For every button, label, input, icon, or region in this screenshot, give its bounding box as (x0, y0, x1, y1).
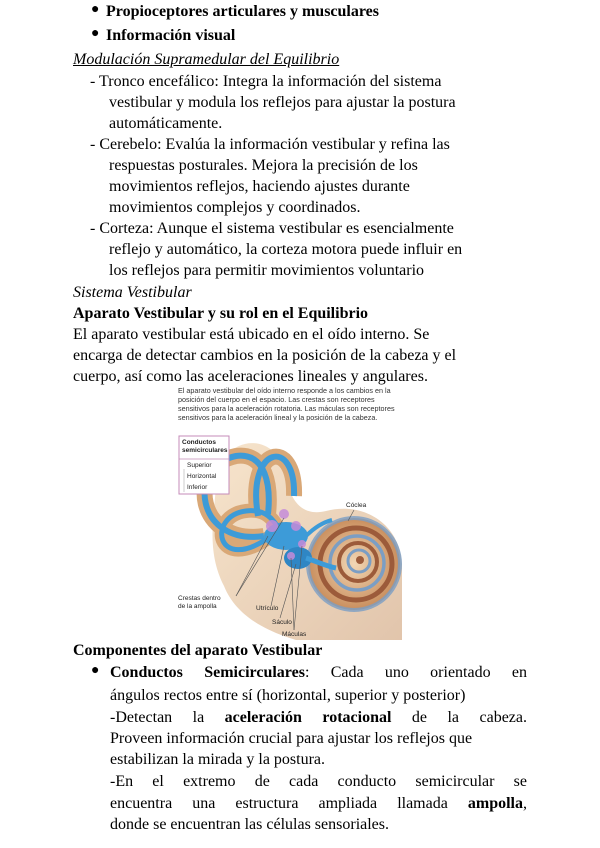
bullet-conductos-line1 (110, 663, 527, 683)
item-cerebelo-line1: - Cerebelo: Evalúa la información vestibular y refina las (90, 136, 450, 153)
item-cerebelo-line4: movimientos complejos y coordinados. (109, 199, 361, 216)
item-cerebelo-line2: respuestas posturales. Mejora la precisión de los (109, 157, 418, 174)
figure-caption-line3: sensitivos para la aceleración rotatoria. Las máculas son receptores (178, 404, 395, 413)
detectan-line3: estabilizan la mirada y la postura. (110, 751, 326, 768)
term-ampolla: ampolla (467, 795, 523, 812)
item-tronco-line1: - Tronco encefálico: Integra la información del sistema (90, 73, 442, 90)
legend-title-2: semicirculares (182, 447, 228, 454)
paragraph-line2: encarga de detectar cambios en la posición de la cabeza y el (73, 347, 457, 364)
bullet-dot: ● (91, 26, 100, 41)
detectan-line2: Proveen información crucial para ajustar los reflejos que (110, 730, 473, 747)
extremo-line2 (110, 794, 527, 814)
extremo-pre: encuentra una estructura ampliada llamada (110, 795, 468, 812)
label-crestas-2: de la ampolla (178, 603, 217, 610)
section-title-modulacion: Modulación Supramedular del Equilibrio (73, 51, 340, 68)
detectan-post: de la cabeza. (391, 709, 528, 726)
term-aceleracion-rotacional: aceleración rotacional (224, 709, 392, 726)
bullet-dot: ● (91, 663, 100, 678)
term-conductos-semicirculares: Conductos Semicirculares (110, 664, 305, 681)
item-corteza-line3: los reflejos para permitir movimientos voluntario (109, 262, 425, 279)
figure-caption-line1: El aparato vestibular del oído interno responde a los cambios en la (178, 386, 391, 395)
paragraph-line3: cuerpo, así como las aceleraciones lineales y angulares. (73, 368, 428, 385)
item-corteza-line1: - Corteza: Aunque el sistema vestibular es esencialmente (90, 220, 454, 237)
label-coclea: Cóclea (346, 502, 367, 509)
legend-horizontal: Horizontal (187, 473, 217, 480)
detectan-pre: -Detectan la (110, 709, 225, 726)
extremo-post: , (523, 795, 527, 812)
bullet-dot: ● (91, 2, 100, 17)
legend-inferior: Inferior (187, 484, 208, 491)
figure-caption-line2: posición del cuerpo en el espacio. Las crestas son receptores (178, 395, 375, 404)
figure-caption-line4: sensitivos para la aceleración lineal y la posición de la cabeza. (178, 413, 378, 422)
label-maculas: Máculas (282, 631, 307, 638)
section-title-sistema: Sistema Vestibular (73, 284, 192, 301)
label-saculo: Sáculo (272, 619, 292, 626)
legend-title-1: Conductos (182, 439, 216, 446)
extremo-line3: donde se encuentran las células sensoriales. (110, 816, 390, 833)
paragraph-line1: El aparato vestibular está ubicado en el oído interno. Se (73, 326, 430, 343)
bullet-informacion-visual: Información visual (106, 27, 236, 44)
item-cerebelo-line3: movimientos reflejos, haciendo ajustes durante (109, 178, 410, 195)
extremo-line1: -En el extremo de cada conducto semicircular se (110, 773, 527, 790)
bullet-conductos-rest: : Cada uno orientado en (304, 664, 528, 681)
bullet-propioceptores: Propioceptores articulares y musculares (106, 3, 379, 20)
detectan-line1 (110, 708, 527, 728)
heading-aparato-vestibular: Aparato Vestibular y su rol en el Equilibrio (73, 305, 369, 322)
legend-superior: Superior (187, 462, 212, 469)
item-tronco-line3: automáticamente. (109, 115, 223, 132)
heading-componentes: Componentes del aparato Vestibular (73, 642, 323, 659)
bullet-conductos-line2: ángulos rectos entre sí (horizontal, superior y posterior) (110, 687, 466, 704)
vestibular-figure (176, 386, 402, 640)
item-corteza-line2: reflejo y automático, la corteza motora puede influir en (109, 241, 463, 258)
label-utriculo: Utrículo (256, 605, 279, 612)
label-crestas-1: Crestas dentro (178, 595, 221, 602)
item-tronco-line2: vestibular y modula los reflejos para ajustar la postura (109, 94, 456, 111)
